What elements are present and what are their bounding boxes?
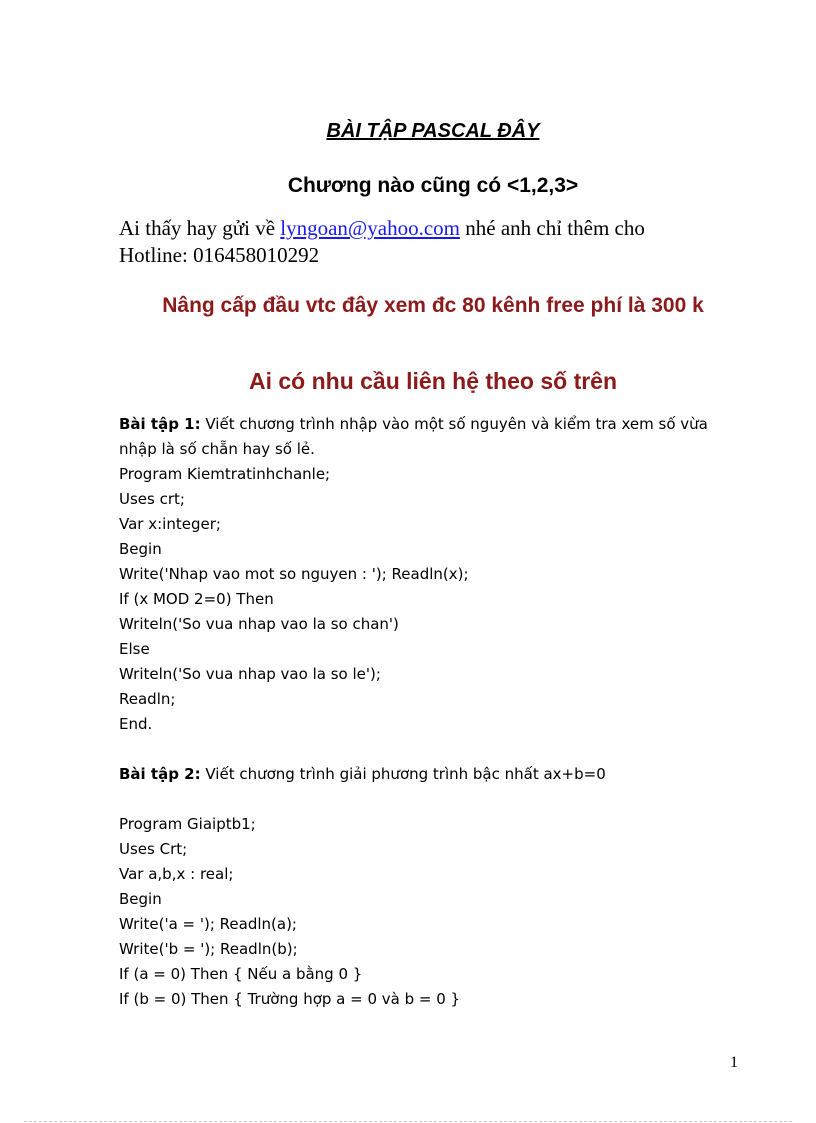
- code-line: If (x MOD 2=0) Then: [119, 590, 274, 608]
- code-line: Writeln('So vua nhap vao la so chan'): [119, 615, 399, 633]
- code-line: Program Kiemtratinhchanle;: [119, 465, 331, 483]
- code-line: Write('b = '); Readln(b);: [119, 940, 298, 958]
- exercise1-label: Bài tập 1:: [119, 415, 201, 433]
- code-line: Var a,b,x : real;: [119, 865, 234, 883]
- page-number: 1: [730, 1054, 738, 1071]
- code-line: Uses crt;: [119, 490, 185, 508]
- intro-text-after: nhé anh chỉ thêm cho: [460, 216, 645, 240]
- spacer: [119, 787, 729, 812]
- code-line: Else: [119, 640, 150, 658]
- document-subtitle: Chương nào cũng có <1,2,3>: [287, 174, 579, 197]
- code-line: Readln;: [119, 690, 176, 708]
- exercise-body: [119, 412, 729, 1012]
- exercise1-description: [119, 412, 729, 462]
- intro-paragraph: [119, 215, 769, 269]
- document-title: BÀI TẬP PASCAL ĐÂY: [326, 120, 540, 142]
- code-line: Program Giaiptb1;: [119, 815, 256, 833]
- code-line: Uses Crt;: [119, 840, 188, 858]
- code-line: If (a = 0) Then { Nếu a bằng 0 }: [119, 965, 363, 983]
- intro-text-before: Ai thấy hay gửi về: [119, 216, 281, 240]
- code-line: Write('a = '); Readln(a);: [119, 915, 297, 933]
- code-line: Write('Nhap vao mot so nguyen : '); Readln(x);: [119, 565, 469, 583]
- email-link[interactable]: lyngoan@yahoo.com: [280, 216, 460, 240]
- exercise2-code: [119, 812, 729, 1012]
- exercise1-code: [119, 462, 729, 737]
- exercise2-description: [119, 762, 729, 787]
- hotline-text: Hotline: 016458010292: [119, 243, 320, 267]
- exercise2-text: Viết chương trình giải phương trình bậc nhất ax+b=0: [200, 765, 606, 783]
- code-line: Var x:integer;: [119, 515, 221, 533]
- contact-heading: Ai có nhu cầu liên hệ theo số trên: [248, 368, 618, 394]
- page-bottom-divider: [24, 1121, 792, 1122]
- spacer: [119, 737, 729, 762]
- code-line: Begin: [119, 890, 162, 908]
- code-line: Writeln('So vua nhap vao la so le');: [119, 665, 381, 683]
- exercise2-label: Bài tập 2:: [119, 765, 201, 783]
- code-line: If (b = 0) Then { Trường hợp a = 0 và b = 0 }: [119, 990, 461, 1008]
- code-line: End.: [119, 715, 153, 733]
- code-line: Begin: [119, 540, 162, 558]
- promo-heading: Nâng cấp đầu vtc đây xem đc 80 kênh free phí là 300 k: [162, 294, 704, 317]
- exercise1-text: Viết chương trình nhập vào một số nguyên và kiểm tra xem số vừa nhập là số chẵn hay số lẻ.: [119, 415, 708, 458]
